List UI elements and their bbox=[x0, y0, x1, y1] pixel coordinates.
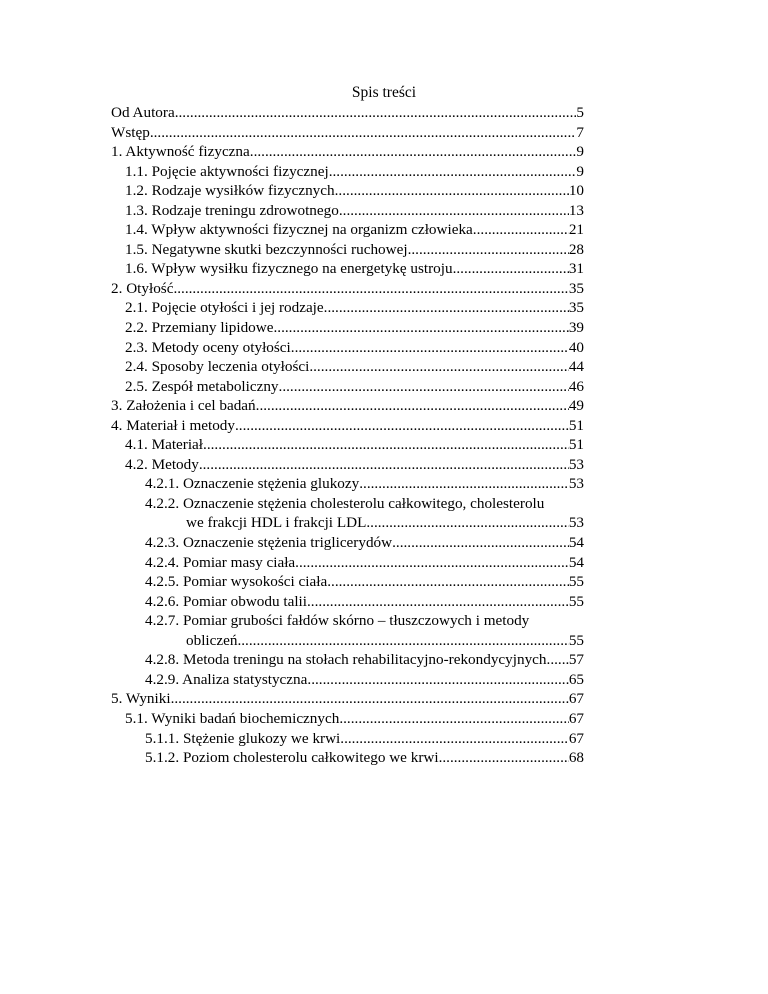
toc-dot-leader bbox=[392, 533, 569, 553]
toc-entry bbox=[111, 416, 584, 436]
toc-entry-title: 2.1. Pojęcie otyłości i jej rodzaje bbox=[125, 299, 324, 317]
toc-dot-leader bbox=[173, 279, 568, 299]
toc-entry bbox=[111, 259, 584, 279]
toc-entry-title: we frakcji HDL i frakcji LDL bbox=[186, 514, 367, 532]
toc-entry bbox=[111, 513, 584, 533]
toc-page-number: 55 bbox=[568, 631, 584, 649]
toc-entry-title: 1.6. Wpływ wysiłku fizycznego na energetykę ustroju bbox=[125, 260, 453, 278]
toc-dot-leader bbox=[473, 220, 569, 240]
toc-entry-title: 2.3. Metody oceny otyłości bbox=[125, 338, 291, 356]
toc-entry-title: 4. Materiał i metody bbox=[111, 416, 235, 434]
toc-entry bbox=[111, 650, 584, 670]
toc-dot-leader bbox=[279, 377, 569, 397]
toc-entry bbox=[111, 240, 584, 260]
toc-dot-leader bbox=[329, 162, 577, 182]
toc-page-number: 49 bbox=[568, 397, 584, 415]
toc-dot-leader bbox=[324, 298, 569, 318]
toc-entry-title: 4.2.8. Metoda treningu na stołach rehabilitacyjno-rekondycyjnych bbox=[145, 651, 547, 669]
toc-dot-leader bbox=[199, 455, 569, 475]
toc-page-number: 67 bbox=[568, 729, 584, 747]
toc-page-number: 67 bbox=[568, 709, 584, 727]
toc-entry-title: 4.2. Metody bbox=[125, 455, 199, 473]
toc-entry bbox=[111, 435, 584, 455]
toc-dot-leader bbox=[235, 416, 569, 436]
toc-entry bbox=[111, 220, 584, 240]
toc-entry bbox=[111, 181, 584, 201]
toc-page-number: 7 bbox=[576, 123, 584, 141]
toc-dot-leader bbox=[339, 201, 569, 221]
toc-entry-title: 5.1.1. Stężenie glukozy we krwi bbox=[145, 729, 341, 747]
toc-entry bbox=[111, 709, 584, 729]
toc-entry-title: 2.5. Zespół metaboliczny bbox=[125, 377, 279, 395]
toc-entry bbox=[111, 553, 584, 573]
toc-page-number: 53 bbox=[568, 455, 584, 473]
toc-dot-leader bbox=[439, 748, 569, 768]
table-of-contents bbox=[111, 103, 584, 768]
toc-entry bbox=[111, 572, 584, 592]
toc-page-number: 13 bbox=[568, 201, 584, 219]
toc-dot-leader bbox=[366, 513, 568, 533]
toc-dot-leader bbox=[237, 631, 568, 651]
toc-entry-title: 4.2.3. Oznaczenie stężenia triglicerydów bbox=[145, 534, 393, 552]
toc-entry-title: 4.2.6. Pomiar obwodu talii bbox=[145, 592, 307, 610]
toc-entry bbox=[111, 279, 584, 299]
toc-dot-leader bbox=[453, 259, 569, 279]
toc-page-number: 55 bbox=[568, 592, 584, 610]
toc-dot-leader bbox=[307, 592, 569, 612]
toc-entry bbox=[111, 396, 584, 416]
toc-page-number: 44 bbox=[568, 358, 584, 376]
toc-entry bbox=[111, 142, 584, 162]
toc-entry-title: 1.5. Negatywne skutki bezczynności ruchowej bbox=[125, 240, 408, 258]
toc-page-number: 28 bbox=[568, 240, 584, 258]
toc-page-number: 35 bbox=[568, 299, 584, 317]
toc-page-number: 5 bbox=[576, 104, 584, 121]
toc-page-number: 35 bbox=[568, 279, 584, 297]
toc-dot-leader bbox=[340, 729, 569, 749]
toc-page-number: 65 bbox=[568, 670, 584, 688]
toc-entry-title: 5. Wyniki bbox=[111, 690, 171, 708]
toc-entry-title: 3. Założenia i cel badań bbox=[111, 397, 256, 415]
toc-entry bbox=[111, 670, 584, 690]
toc-page-number: 68 bbox=[568, 749, 584, 767]
toc-entry-title: 5.1.2. Poziom cholesterolu całkowitego we krwi bbox=[145, 749, 439, 767]
toc-page-number: 46 bbox=[568, 377, 584, 395]
toc-entry bbox=[111, 689, 584, 709]
toc-entry-title: 4.1. Materiał bbox=[125, 436, 204, 454]
toc-entry-title: 4.2.9. Analiza statystyczna bbox=[145, 670, 308, 688]
toc-dot-leader bbox=[291, 338, 569, 358]
toc-entry bbox=[111, 474, 584, 494]
toc-dot-leader bbox=[309, 357, 568, 377]
toc-dot-leader bbox=[335, 181, 569, 201]
toc-entry bbox=[111, 123, 584, 143]
toc-entry-title: Od Autora bbox=[111, 104, 175, 121]
toc-dot-leader bbox=[295, 553, 569, 573]
toc-page-number: 9 bbox=[576, 143, 584, 161]
toc-entry bbox=[111, 455, 584, 475]
toc-entry-title: 1.2. Rodzaje wysiłków fizycznych bbox=[125, 182, 335, 200]
toc-entry-title: 1.4. Wpływ aktywności fizycznej na organizm człowieka bbox=[125, 221, 473, 239]
toc-entry-title: 4.2.5. Pomiar wysokości ciała bbox=[145, 573, 328, 591]
toc-page-number: 51 bbox=[568, 436, 584, 454]
toc-dot-leader bbox=[547, 650, 569, 670]
toc-page-number: 10 bbox=[568, 182, 584, 200]
toc-entry bbox=[111, 377, 584, 397]
toc-entry bbox=[111, 494, 584, 514]
toc-entry-title: 4.2.7. Pomiar grubości fałdów skórno – tłuszczowych i metody bbox=[145, 612, 530, 630]
toc-page-number: 53 bbox=[568, 514, 584, 532]
toc-entry bbox=[111, 338, 584, 358]
toc-page-number: 9 bbox=[576, 162, 584, 180]
toc-dot-leader bbox=[150, 123, 577, 143]
toc-entry bbox=[111, 533, 584, 553]
toc-entry-title: 5.1. Wyniki badań biochemicznych bbox=[125, 709, 340, 727]
toc-entry bbox=[111, 103, 584, 123]
toc-dot-leader bbox=[175, 103, 577, 123]
toc-entry-title: 1.3. Rodzaje treningu zdrowotnego bbox=[125, 201, 339, 219]
toc-entry-title: 1.1. Pojęcie aktywności fizycznej bbox=[125, 162, 329, 180]
page-title: Spis treści bbox=[351, 84, 417, 101]
toc-entry bbox=[111, 592, 584, 612]
toc-entry-title: 2.2. Przemiany lipidowe bbox=[125, 319, 274, 337]
toc-entry-title: 4.2.4. Pomiar masy ciała bbox=[145, 553, 296, 571]
toc-dot-leader bbox=[327, 572, 569, 592]
toc-entry bbox=[111, 298, 584, 318]
toc-dot-leader bbox=[273, 318, 568, 338]
toc-page-number: 55 bbox=[568, 573, 584, 591]
toc-entry bbox=[111, 201, 584, 221]
toc-page-number: 21 bbox=[568, 221, 584, 239]
toc-entry-title: 2. Otyłość bbox=[111, 279, 174, 297]
toc-page-number: 40 bbox=[568, 338, 584, 356]
toc-entry-title: 1. Aktywność fizyczna bbox=[111, 143, 250, 161]
toc-entry bbox=[111, 631, 584, 651]
toc-entry-title: 4.2.1. Oznaczenie stężenia glukozy bbox=[145, 475, 360, 493]
toc-entry-title: Wstęp bbox=[111, 123, 150, 141]
toc-entry-title: 2.4. Sposoby leczenia otyłości bbox=[125, 358, 310, 376]
toc-entry bbox=[111, 318, 584, 338]
toc-page-number: 54 bbox=[568, 534, 584, 552]
toc-entry bbox=[111, 162, 584, 182]
toc-dot-leader bbox=[339, 709, 568, 729]
toc-page-number: 51 bbox=[568, 416, 584, 434]
toc-dot-leader bbox=[171, 689, 569, 709]
toc-page-number: 57 bbox=[568, 651, 584, 669]
toc-page-number: 54 bbox=[568, 553, 584, 571]
toc-page-number: 39 bbox=[568, 319, 584, 337]
toc-page-number: 53 bbox=[568, 475, 584, 493]
toc-page-number: 31 bbox=[568, 260, 584, 278]
toc-dot-leader bbox=[359, 474, 569, 494]
toc-dot-leader bbox=[307, 670, 568, 690]
toc-entry bbox=[111, 729, 584, 749]
toc-entry bbox=[111, 357, 584, 377]
toc-entry bbox=[111, 748, 584, 768]
toc-dot-leader bbox=[408, 240, 569, 260]
toc-dot-leader bbox=[250, 142, 577, 162]
toc-dot-leader bbox=[203, 435, 569, 455]
toc-entry bbox=[111, 611, 584, 631]
toc-entry-title: obliczeń bbox=[186, 631, 238, 649]
toc-dot-leader bbox=[256, 396, 569, 416]
toc-entry-title: 4.2.2. Oznaczenie stężenia cholesterolu całkowitego, cholesterolu bbox=[145, 494, 545, 512]
toc-page-number: 67 bbox=[568, 690, 584, 708]
